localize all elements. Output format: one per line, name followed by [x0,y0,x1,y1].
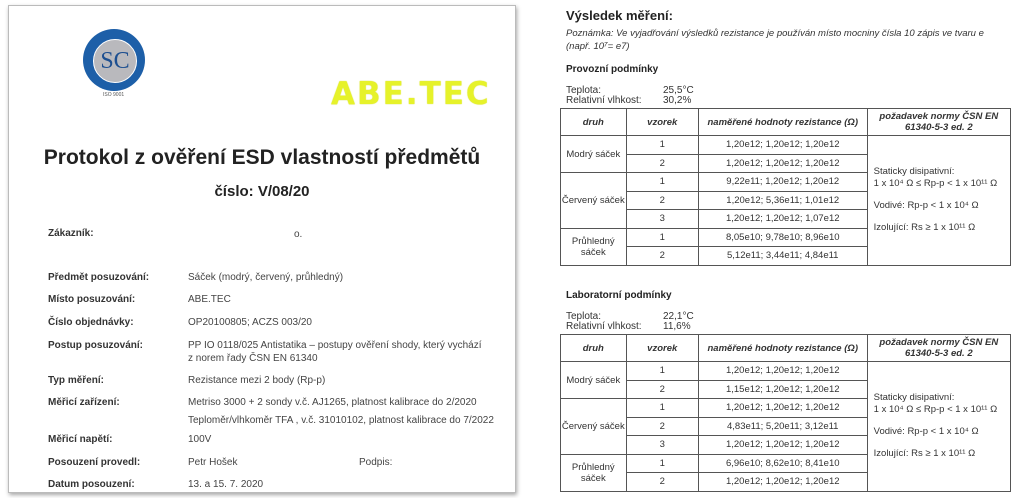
column-header: vzorek [626,109,698,136]
field-label: Postup posuzování: [48,340,143,351]
field-value: 13. a 15. 7. 2020 [188,479,264,490]
field-value-line2: Teploměr/vlhkoměr TFA , v.č. 31010102, platnost kalibrace do 7/2022 [188,415,494,426]
humidity-value: 11,6% [663,321,691,332]
resistance-values: 4,83e11; 5,20e11; 3,12e11 [698,417,867,436]
signature-label: Podpis: [359,457,393,468]
field-label: Měřicí zařízení: [48,397,120,408]
resistance-values: 1,20e12; 1,20e12; 1,20e12 [698,154,867,173]
field-label: Typ měření: [48,375,104,386]
resistance-values: 9,22e11; 1,20e12; 1,20e12 [698,173,867,192]
field-label: Číslo objednávky: [48,317,134,328]
temperature-label: Teplota: [566,311,602,322]
temperature-value: 22,1°C [663,311,694,322]
sample-type: Červený sáček [561,399,627,455]
req-line: Staticky disipativní: [873,166,955,178]
resistance-values: 1,20e12; 1,20e12; 1,20e12 [698,136,867,155]
humidity-label: Relativní vlhkost: [566,95,642,106]
column-header: druh [561,335,627,362]
req-line: Izolující: Rs ≥ 1 x 10¹¹ Ω [873,222,976,234]
column-header: vzorek [626,335,698,362]
req-line: Vodivé: Rp-p < 1 x 10⁴ Ω [873,426,979,438]
field-value: Metriso 3000 + 2 sondy v.č. AJ1265, platnost kalibrace do 2/2020 [188,397,477,408]
sample-number: 1 [626,454,698,473]
field-label: Předmět posuzování: [48,272,150,283]
sample-number: 2 [626,417,698,436]
sample-number: 2 [626,380,698,399]
resistance-values: 1,20e12; 1,20e12; 1,20e12 [698,436,867,455]
abe-tec-logo: ABE.TEC [331,76,491,112]
resistance-values: 6,96e10; 8,62e10; 8,41e10 [698,454,867,473]
note-line2: (např. 10⁷= e7) [566,41,630,52]
results-table [560,108,1011,266]
field-label: Zákazník: [48,228,94,239]
humidity-label: Relativní vlhkost: [566,321,642,332]
resistance-values: 1,20e12; 1,20e12; 1,20e12 [698,399,867,418]
protocol-number: číslo: V/08/20 [214,183,310,200]
resistance-values: 5,12e11; 3,44e11; 4,84e11 [698,247,867,266]
conditions-title: Laboratorní podmínky [566,290,672,301]
resistance-values: 1,20e12; 1,20e12; 1,20e12 [698,362,867,381]
req-line: 1 x 10⁴ Ω ≤ Rp-p < 1 x 10¹¹ Ω [873,404,998,416]
note-line1: Poznámka: Ve vyjadřování výsledků rezistance je používán místo mocniny čísla 10 zápis ve tvaru e [566,28,984,39]
sample-number: 3 [626,436,698,455]
table-row [561,362,1011,381]
sample-number: 2 [626,473,698,492]
measurement-results-page [535,0,1024,498]
field-value: o. [294,229,303,240]
column-header: druh [561,109,627,136]
field-value: 100V [188,434,212,445]
sample-number: 2 [626,191,698,210]
iso-caption: ISO 9001 [103,92,125,98]
table-header-row [561,335,1011,362]
resistance-values: 8,05e10; 9,78e10; 8,96e10 [698,228,867,247]
humidity-value: 30,2% [663,95,692,106]
column-header: požadavek normy ČSN EN 61340-5-3 ed. 2 [867,109,1010,136]
field-value: PP IO 0118/025 Antistatika – postupy ověření shody, který vychází [188,340,482,351]
sample-number: 2 [626,247,698,266]
results-heading: Výsledek měření: [566,8,673,23]
sample-type: Modrý sáček [561,136,627,173]
column-header: naměřené hodnoty rezistance (Ω) [698,109,867,136]
table-row [561,136,1011,155]
sample-number: 1 [626,173,698,192]
page-title: Protokol z ověření ESD vlastností předmětů [43,146,481,169]
norm-requirement [867,362,1010,492]
field-label: Místo posuzování: [48,294,136,305]
resistance-values: 1,15e12; 1,20e12; 1,20e12 [698,380,867,399]
resistance-values: 1,20e12; 1,20e12; 1,07e12 [698,210,867,229]
norm-requirement [867,136,1010,266]
sample-number: 1 [626,136,698,155]
table-header-row [561,109,1011,136]
results-table [560,334,1011,492]
req-line: 1 x 10⁴ Ω ≤ Rp-p < 1 x 10¹¹ Ω [873,178,998,190]
temperature-label: Teplota: [566,85,602,96]
field-value: Rezistance mezi 2 body (Rp-p) [188,375,326,386]
resistance-values: 1,20e12; 5,36e11; 1,01e12 [698,191,867,210]
sample-type: Modrý sáček [561,362,627,399]
sample-type: Průhledný sáček [561,228,627,265]
field-label: Datum posouzení: [48,479,135,490]
temperature-value: 25,5°C [663,85,694,96]
protocol-cover-page [8,5,516,493]
conditions-title: Provozní podmínky [566,64,659,75]
req-line: Staticky disipativní: [873,392,955,404]
field-value-line2: z norem řady ČSN EN 61340 [188,353,318,364]
sample-number: 1 [626,228,698,247]
req-line: Izolující: Rs ≥ 1 x 10¹¹ Ω [873,448,976,460]
sample-type: Průhledný sáček [561,454,627,491]
field-value: Petr Hošek [188,457,238,468]
sc-logo-letters: SC [93,39,137,83]
resistance-values: 1,20e12; 1,20e12; 1,20e12 [698,473,867,492]
req-line: Vodivé: Rp-p < 1 x 10⁴ Ω [873,200,979,212]
field-value: OP20100805; ACZS 003/20 [188,317,312,328]
sample-number: 1 [626,399,698,418]
sample-number: 3 [626,210,698,229]
column-header: požadavek normy ČSN EN 61340-5-3 ed. 2 [867,335,1010,362]
column-header: naměřené hodnoty rezistance (Ω) [698,335,867,362]
field-value: Sáček (modrý, červený, průhledný) [188,272,344,283]
sample-type: Červený sáček [561,173,627,229]
sample-number: 1 [626,362,698,381]
field-label: Měřicí napětí: [48,434,113,445]
certification-logo [83,29,145,98]
sample-number: 2 [626,154,698,173]
field-label: Posouzení provedl: [48,457,141,468]
field-value: ABE.TEC [188,294,231,305]
